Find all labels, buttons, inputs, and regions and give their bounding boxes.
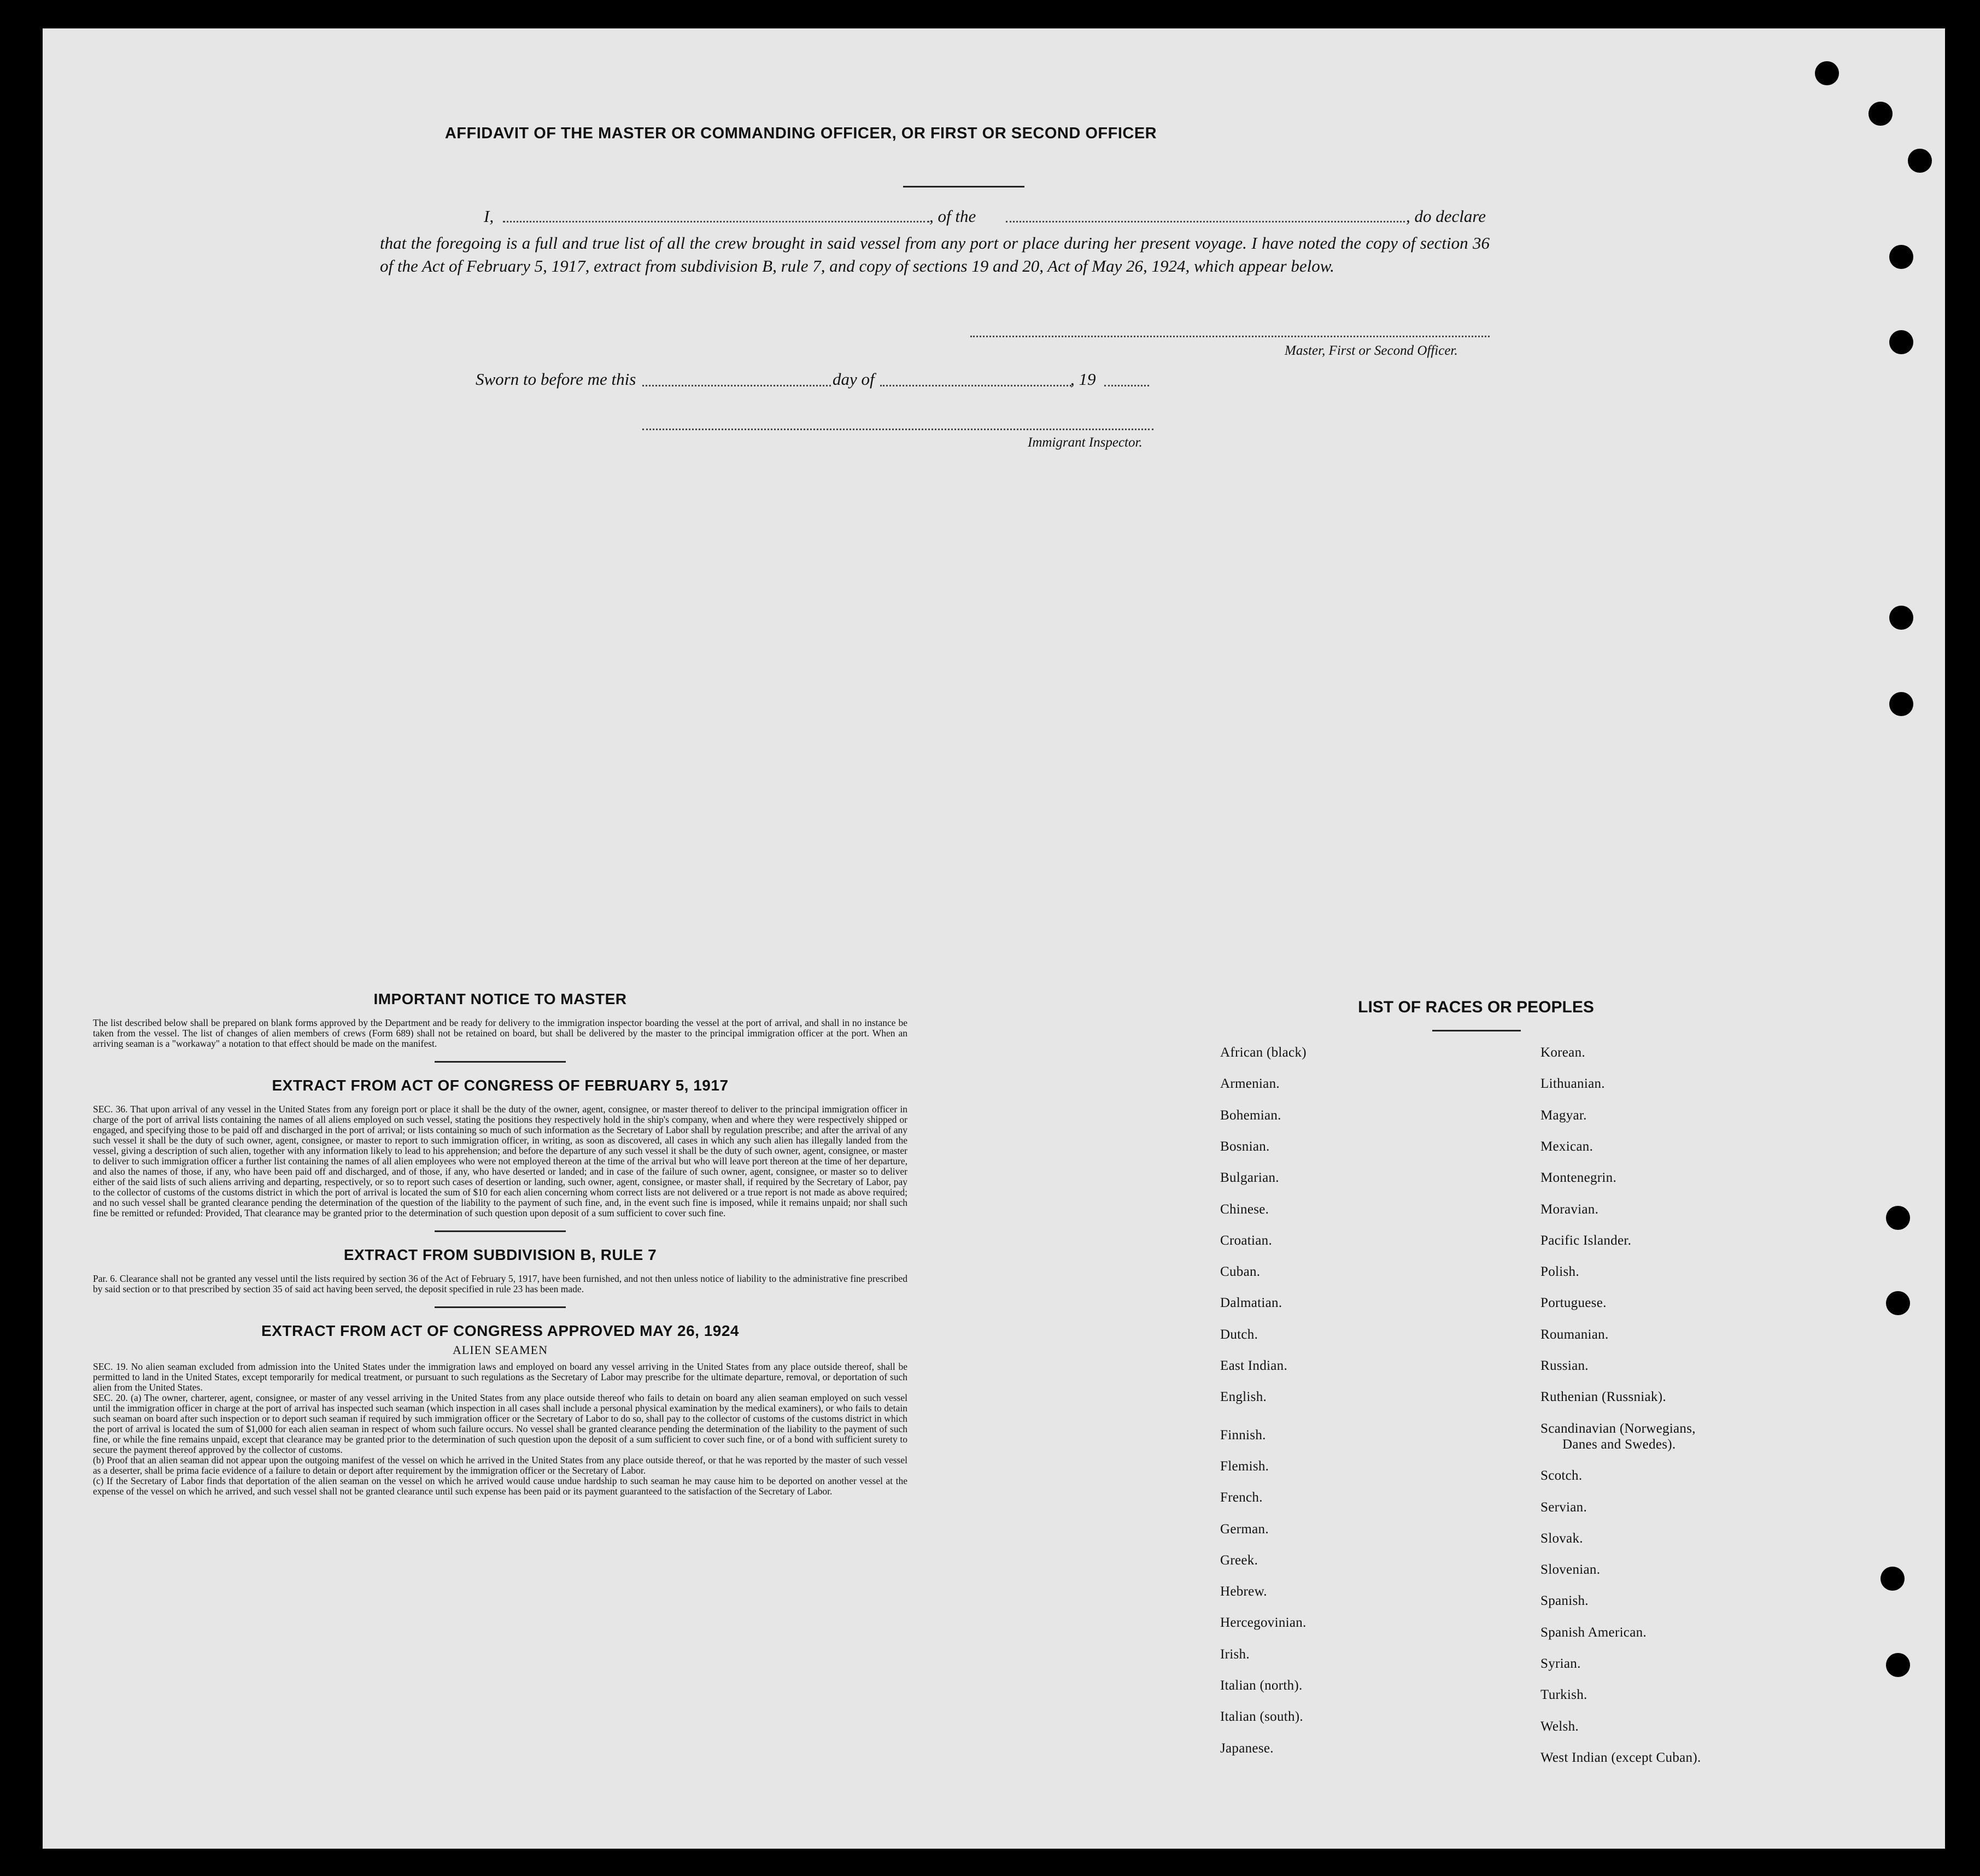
binder-hole (1908, 149, 1932, 173)
inspector-signature-line[interactable] (642, 429, 1153, 430)
race-item: Roumanian. (1540, 1327, 1609, 1342)
race-item: Welsh. (1540, 1719, 1579, 1734)
extract-1924-title: EXTRACT FROM ACT OF CONGRESS APPROVED MAY 26, 1924 (261, 1322, 739, 1339)
race-item: English. (1220, 1390, 1267, 1405)
race-item: Magyar. (1540, 1107, 1587, 1123)
section-divider (435, 1230, 566, 1232)
sworn-day-blank[interactable] (642, 385, 831, 386)
race-item: Syrian. (1540, 1656, 1581, 1671)
extract-1924-sec20b: (b) Proof that an alien seaman did not appear upon the outgoing manifest of the vessel on which he arrived in the United States from any place outside thereof, or that he was reported by the master of such vessel as a deserter, shall be prima facie evidence of a failure to detain or deport after requirement by the immigration officer or the Secretary of Labor. (93, 1455, 907, 1476)
race-item: French. (1220, 1490, 1263, 1505)
race-item: Russian. (1540, 1358, 1589, 1373)
race-item: Servian. (1540, 1499, 1587, 1515)
section-divider (435, 1306, 566, 1308)
race-item: Pacific Islander. (1540, 1233, 1632, 1248)
race-item: Italian (south). (1220, 1709, 1303, 1725)
race-item: Scotch. (1540, 1468, 1583, 1484)
affidavit-body: that the foregoing is a full and true list of all the crew brought in said vessel from any port or place during her present voyage. I have noted the copy of section 36 of the Act of February 5, 1917, extract from subdivision B, rule 7, and copy of sections 19 and 20, Act of May 26, 1924, which appear below. (380, 233, 1490, 275)
section-divider (435, 1061, 566, 1063)
affidavit-title: AFFIDAVIT OF THE MASTER OR COMMANDING OFFICER, OR FIRST OR SECOND OFFICER (444, 125, 1157, 142)
race-item: Flemish. (1220, 1458, 1269, 1474)
extract-1917-text: SEC. 36. That upon arrival of any vessel in the United States from any foreign port or place it shall be the duty of the owner, agent, consignee, or master thereof to deliver to the principal immigration officer in charge of the port of arrival lists containing the names of all aliens employed on such vessel, stating the positions they respectively hold in the ship's company, when and where they were respectively shipped or engaged, and specifying those to be paid off and discharged in the port of arrival; or lists containing so much of such information as the Secretary of Labor shall by regulation prescribe; and after the arrival of any such vessel it shall be the duty of such owner, agent, consignee, or master to report to such immigration officer, in writing, as soon as discovered, all cases in which any such alien has illegally landed from the vessel, giving a description of such alien, together with any information likely to lead to his apprehension; and before the departure of any such vessel it shall be the duty of such owner, agent, consignee, or master to deliver to such immigration officer a further list containing the names of all alien employees who were not employed thereon at the time of the arrival but who will leave port thereon at the time of her departure, and also the names of those, if any, who have been paid off and discharged, and of those, if any, who have deserted or landed; and in case of the failure of such owner, agent, consignee, or master so to deliver either of the said lists of such aliens arriving and departing, respectively, or so to report such cases of desertion or landing, such owner, agent, consignee, or master shall, if required by the Secretary of Labor, pay to the collector of customs of the customs district in which the port of arrival is located the sum of $10 for each alien concerning whom correct lists are not delivered or a true report is not made as above required; and no such vessel shall be granted clearance pending the determination of the question of the liability to the payment of such fine, and, in the event such fine is imposed, while it remains unpaid; nor shall such fine be remitted or refunded: Provided, That clearance may be granted prior to the determination of such question upon deposit of a sum sufficient to cover such fine. (93, 1104, 907, 1218)
binder-hole (1815, 61, 1839, 85)
race-item: Finnish. (1220, 1427, 1266, 1443)
race-item: Lithuanian. (1540, 1076, 1605, 1092)
race-item: African (black) (1220, 1045, 1307, 1060)
binder-hole (1886, 1206, 1910, 1230)
affidavit-i-label: I, (484, 207, 494, 226)
race-item: Japanese. (1220, 1740, 1274, 1756)
race-item: Bohemian. (1220, 1107, 1281, 1123)
race-item: Bosnian. (1220, 1139, 1270, 1154)
binder-hole (1889, 245, 1913, 269)
extract-1924-sec19: SEC. 19. No alien seaman excluded from admission into the United States under the immigration laws and employed on board any vessel arriving in the United States from any place outside thereof, shall be permitted to land in the United States, except temporarily for medical treatment, or pursuant to such regulations as the Secretary of Labor may prescribe for the ultimate departure, removal, or deportation of such alien from the United States. (93, 1361, 907, 1393)
binder-hole (1889, 330, 1913, 354)
race-item: Slovenian. (1540, 1562, 1601, 1578)
race-item: Portuguese. (1540, 1295, 1607, 1311)
race-item: Moravian. (1540, 1201, 1599, 1217)
binder-hole (1889, 606, 1913, 630)
notice-text: The list described below shall be prepared on blank forms approved by the Department and be ready for delivery to the immigration inspector boarding the vessel at the port of arrival, and shall in no instance be taken from the vessel. The list of changes of alien members of crews (Form 689) shall not be retained on board, but shall be delivered by the master to the principal immigration officer at the port. When an arriving seaman is a "workaway" a notation to that effect should be made on the manifest. (93, 1017, 907, 1049)
race-item: Polish. (1540, 1264, 1579, 1280)
race-item: Montenegrin. (1540, 1170, 1616, 1186)
inspector-signature-caption: Immigrant Inspector. (1028, 435, 1143, 450)
sworn-month-blank[interactable] (880, 385, 1071, 386)
race-item: Scandinavian (Norwegians, (1540, 1421, 1696, 1436)
race-item: Dutch. (1220, 1327, 1258, 1342)
extract-rule7-text: Par. 6. Clearance shall not be granted any vessel until the lists required by section 36 of the Act of February 5, 1917, have been furnished, and not then unless notice of liability to the administrative fine prescribed by said section or to that prescribed by section 35 of said act having been served, the deposit specified in rule 23 has been made. (93, 1273, 907, 1294)
sworn-year: , 19 (1070, 370, 1096, 389)
binder-hole (1868, 102, 1893, 126)
race-item: Korean. (1540, 1045, 1585, 1060)
race-item: Spanish American. (1540, 1625, 1647, 1640)
name-blank[interactable] (503, 221, 929, 222)
extract-1924-subtitle: ALIEN SEAMEN (453, 1343, 548, 1357)
race-item: Dalmatian. (1220, 1295, 1282, 1311)
binder-hole (1886, 1653, 1910, 1677)
binder-hole (1886, 1291, 1910, 1315)
race-item: Chinese. (1220, 1201, 1269, 1217)
sworn-day-of: day of (833, 370, 875, 389)
title-divider (903, 186, 1024, 187)
race-item: Hercegovinian. (1220, 1615, 1307, 1631)
race-item: East Indian. (1220, 1358, 1288, 1373)
race-item: Hebrew. (1220, 1584, 1267, 1599)
races-divider (1432, 1030, 1521, 1031)
race-item: German. (1220, 1521, 1269, 1537)
sworn-prefix: Sworn to before me this (476, 370, 636, 389)
extract-rule7-title: EXTRACT FROM SUBDIVISION B, RULE 7 (343, 1246, 657, 1263)
race-item: Armenian. (1220, 1076, 1280, 1092)
race-item: Bulgarian. (1220, 1170, 1279, 1186)
race-item: Slovak. (1540, 1531, 1583, 1546)
race-item: Danes and Swedes). (1562, 1437, 1676, 1452)
race-item: Mexican. (1540, 1139, 1594, 1154)
race-item: Croatian. (1220, 1233, 1273, 1248)
extract-1924-sec20a: SEC. 20. (a) The owner, charterer, agent, consignee, or master of any vessel arriving in the United States from any place outside thereof who fails to detain on board any alien seaman employed on such vessel until the immigration officer in charge at the port of arrival has inspected such seaman (which inspection in all cases shall include a personal physical examination by the medical examiners), or who fails to detain such seaman on board after such inspection or to deport such seaman if required by such immigration officer or the Secretary of Labor to do so, shall pay to the collector of customs of the customs district in which the port of arrival is located the sum of $1,000 for each alien seaman in respect of whom such failure occurs. No vessel shall be granted clearance pending the determination of the liability to the payment of such fine, or while the fine remains unpaid, except that clearance may be granted prior to the determination of such question upon the deposit of a sum sufficient to cover such fine, or of a bond with sufficient surety to secure the payment thereof approved by the collector of customs. (93, 1392, 907, 1455)
affidavit-of-the-label: , of the (929, 207, 976, 226)
races-title: LIST OF RACES OR PEOPLES (1358, 998, 1594, 1016)
legal-extracts (93, 990, 907, 1497)
master-signature-line[interactable] (970, 336, 1490, 337)
race-item: Irish. (1220, 1646, 1250, 1662)
master-signature-caption: Master, First or Second Officer. (1285, 343, 1458, 358)
race-item: Turkish. (1540, 1687, 1587, 1703)
extract-1924-sec20c: (c) If the Secretary of Labor finds that deportation of the alien seaman on the vessel on which he arrived would cause undue hardship to such seaman he may cause him to be deported on another vessel at the expense of the vessel on which he arrived, and such vessel shall not be granted clearance until such expense has been paid or its payment guaranteed to the satisfaction of the Secretary of Labor. (93, 1475, 907, 1497)
race-item: Cuban. (1220, 1264, 1261, 1280)
race-item: Italian (north). (1220, 1678, 1303, 1693)
extract-1917-title: EXTRACT FROM ACT OF CONGRESS OF FEBRUARY 5, 1917 (272, 1077, 729, 1094)
binder-hole (1881, 1567, 1905, 1591)
binder-hole (1889, 692, 1913, 716)
race-item: Ruthenian (Russniak). (1540, 1390, 1666, 1405)
affidavit-declare-label: , do declare (1406, 207, 1486, 226)
race-item: West Indian (except Cuban). (1540, 1750, 1701, 1765)
race-item: Spanish. (1540, 1593, 1589, 1609)
race-item: Greek. (1220, 1552, 1258, 1568)
vessel-blank[interactable] (1006, 221, 1405, 222)
sworn-year-blank[interactable] (1104, 385, 1149, 386)
document-page (43, 28, 1945, 1849)
notice-title: IMPORTANT NOTICE TO MASTER (373, 990, 627, 1007)
